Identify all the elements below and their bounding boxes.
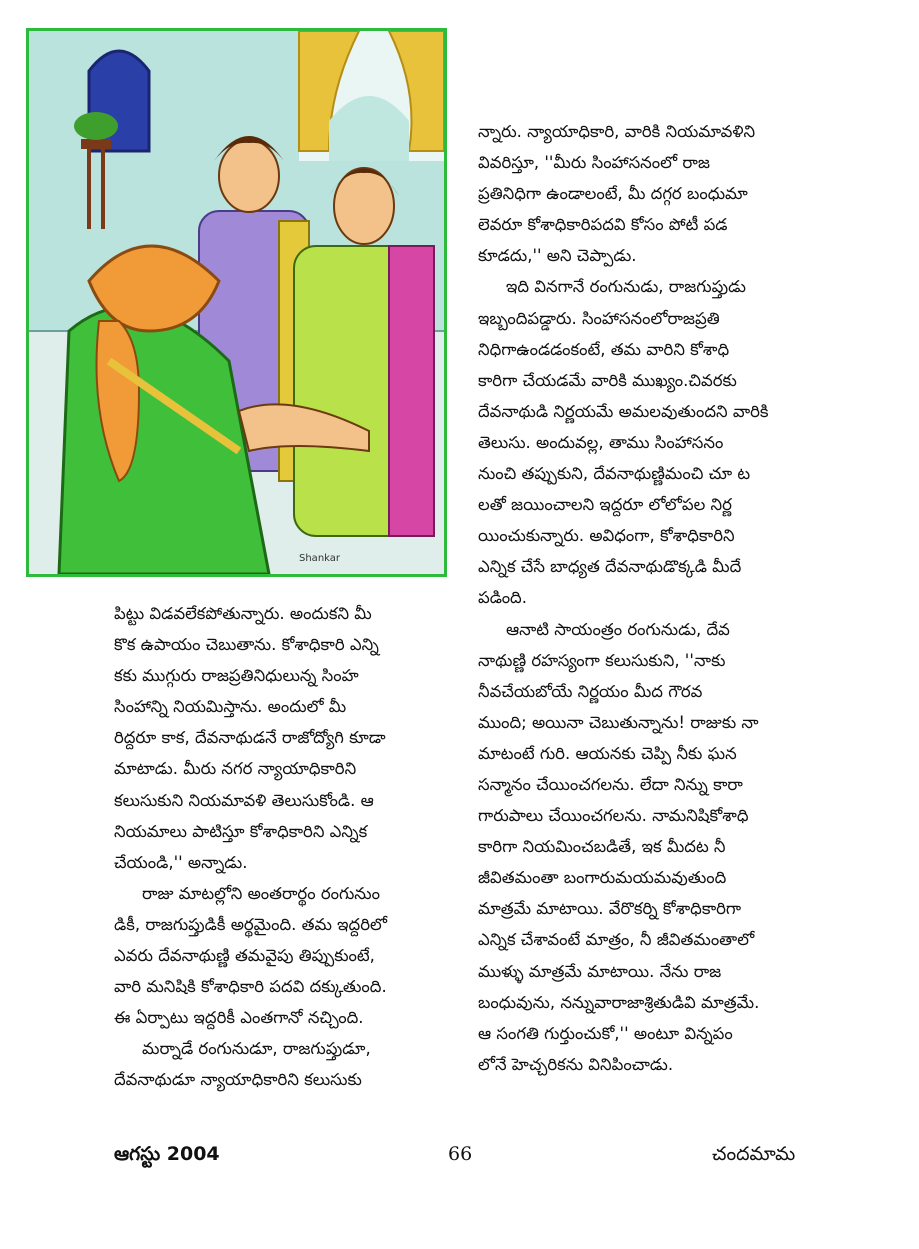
- text-line: ఇది వినగానే రంగునుడు, రాజగుప్తుడు: [506, 277, 747, 297]
- text-line: నాథుణ్ణి రహస్యంగా కలుసుకుని, ''నాకు: [478, 650, 726, 670]
- text-line: సన్మానం చేయించగలను. లేదా నిన్ను కారా: [478, 774, 743, 794]
- text-line: ఎన్నిక చేసే బాధ్యత దేవనాథుడొక్కడి మీదే: [478, 557, 742, 577]
- text-line: ఆ సంగతి గుర్తుంచుకో,'' అంటూ విన్నపం: [478, 1023, 733, 1043]
- page-number: 66: [448, 1143, 473, 1165]
- text-line: కూడదు,'' అని చెప్పాడు.: [478, 246, 637, 266]
- text-line: దేవనాథుడి నిర్ణయమే అమలవుతుందని వారికి: [478, 401, 769, 421]
- text-line: తెలుసు. అందువల్ల, తాము సింహాసనం: [478, 432, 724, 452]
- text-line: సింహాన్ని నియమిస్తాను. అందులో మీ: [114, 697, 347, 717]
- text-line: రిద్దరూ కాక, దేవనాథుడనే రాజోద్యోగి కూడా: [114, 728, 386, 748]
- text-line: మాటాడు. మీరు నగర న్యాయాధికారిని: [114, 759, 357, 779]
- text-line: డికీ, రాజగుప్తుడికీ అర్థమైంది. తమ ఇద్దరిలో: [114, 914, 387, 934]
- text-line: కారిగా నియమించబడితే, ఇక మీదట నీ: [478, 837, 726, 857]
- text-line: నుంచి తప్పుకుని, దేవనాథుణ్ణిమంచి చూ ట: [478, 464, 751, 484]
- text-line: దేవనాథుడూ న్యాయాధికారిని కలుసుకు: [114, 1070, 362, 1090]
- text-line: చేయండి,'' అన్నాడు.: [114, 852, 248, 872]
- text-line: కొక ఉపాయం చెబుతాను. కోశాధికారి ఎన్ని: [114, 635, 379, 655]
- text-line: పడింది.: [478, 588, 527, 608]
- artist-signature: Shankar: [299, 553, 341, 564]
- text-line: లోనే హెచ్చరికను వినిపించాడు.: [478, 1054, 674, 1074]
- text-line: మర్నాడే రంగునుడూ, రాజగుప్తుడూ,: [142, 1039, 371, 1059]
- story-illustration: [26, 28, 447, 577]
- text-line: నియమాలు పాటిస్తూ కోశాధికారిని ఎన్నిక: [114, 821, 368, 841]
- text-line: ముంది; అయినా చెబుతున్నాను! రాజుకు నా: [478, 712, 759, 732]
- left-text-column: [114, 598, 459, 1096]
- text-line: నిధిగాఉండడంకంటే, తమ వారిని కోశాధి: [478, 339, 730, 359]
- text-line: ముళ్ళు మాత్రమే మాటాయి. నేను రాజ: [478, 961, 722, 981]
- text-line: ఈ ఏర్పాటు ఇద్దరికీ ఎంతగానో నచ్చింది.: [114, 1008, 364, 1028]
- text-line: ఇబ్బందిపడ్డారు. సింహాసనంలోరాజప్రతి: [478, 308, 720, 328]
- text-line: బంధువును, నన్నువారాజాశ్రితుడివి మాత్రమే.: [478, 992, 760, 1012]
- text-line: పిట్టు విడవలేకపోతున్నారు. అందుకని మీ: [114, 604, 372, 623]
- right-text-column: [478, 116, 818, 1080]
- text-line: ఆనాటి సాయంత్రం రంగునుడు, దేవ: [506, 619, 730, 639]
- text-line: లతో జయించాలని ఇద్దరూ లోలోపల నిర్ణ: [478, 495, 732, 515]
- text-line: గారుపాలు చేయించగలను. నామనిషికోశాధి: [478, 806, 749, 826]
- text-line: వారి మనిషికి కోశాధికారి పదవి దక్కుతుంది.: [114, 977, 387, 997]
- text-line: ఎన్నిక చేశావంటే మాత్రం, నీ జీవితమంతాలో: [478, 930, 755, 950]
- magazine-name: చందమామ: [712, 1143, 796, 1165]
- text-line: కారిగా చేయడమే వారికి ముఖ్యం.చివరకు: [478, 370, 737, 390]
- text-line: కకు ముగ్గురు రాజప్రతినిధులున్న సింహ: [114, 666, 359, 686]
- text-line: నీవచేయబోయే నిర్ణయం మీద గౌరవ: [478, 681, 703, 701]
- text-line: రాజు మాటల్లోని అంతరార్థం రంగునుం: [142, 883, 380, 903]
- text-line: యించుకున్నారు. అవిధంగా, కోశాధికారిని: [478, 526, 735, 546]
- text-line: వివరిస్తూ, ''మీరు సింహాసనంలో రాజ: [478, 153, 710, 173]
- text-line: మాత్రమే మాటాయి. వేరొకర్ని కోశాధికారిగా: [478, 899, 742, 919]
- footer-date: ఆగస్టు 2004: [114, 1143, 220, 1165]
- text-line: ప్రతినిధిగా ఉండాలంటే, మీ దగ్గర బంధుమా: [478, 184, 748, 204]
- text-line: లెవరూ కోశాధికారిపదవి కోసం పోటీ పడ: [478, 215, 728, 235]
- text-line: మాటంటే గురి. ఆయనకు చెప్పి నీకు ఘన: [478, 743, 737, 763]
- text-line: ఎవరు దేవనాథుణ్ణి తమవైపు తిప్పుకుంటే,: [114, 946, 375, 966]
- text-line: కలుసుకుని నియమావళి తెలుసుకోండి. ఆ: [114, 790, 374, 810]
- court-scene-illustration: [29, 31, 444, 574]
- text-line: న్నారు. న్యాయాధికారి, వారికి నియమావళిని: [478, 122, 756, 141]
- text-line: జీవితమంతా బంగారుమయమవుతుంది: [478, 868, 727, 888]
